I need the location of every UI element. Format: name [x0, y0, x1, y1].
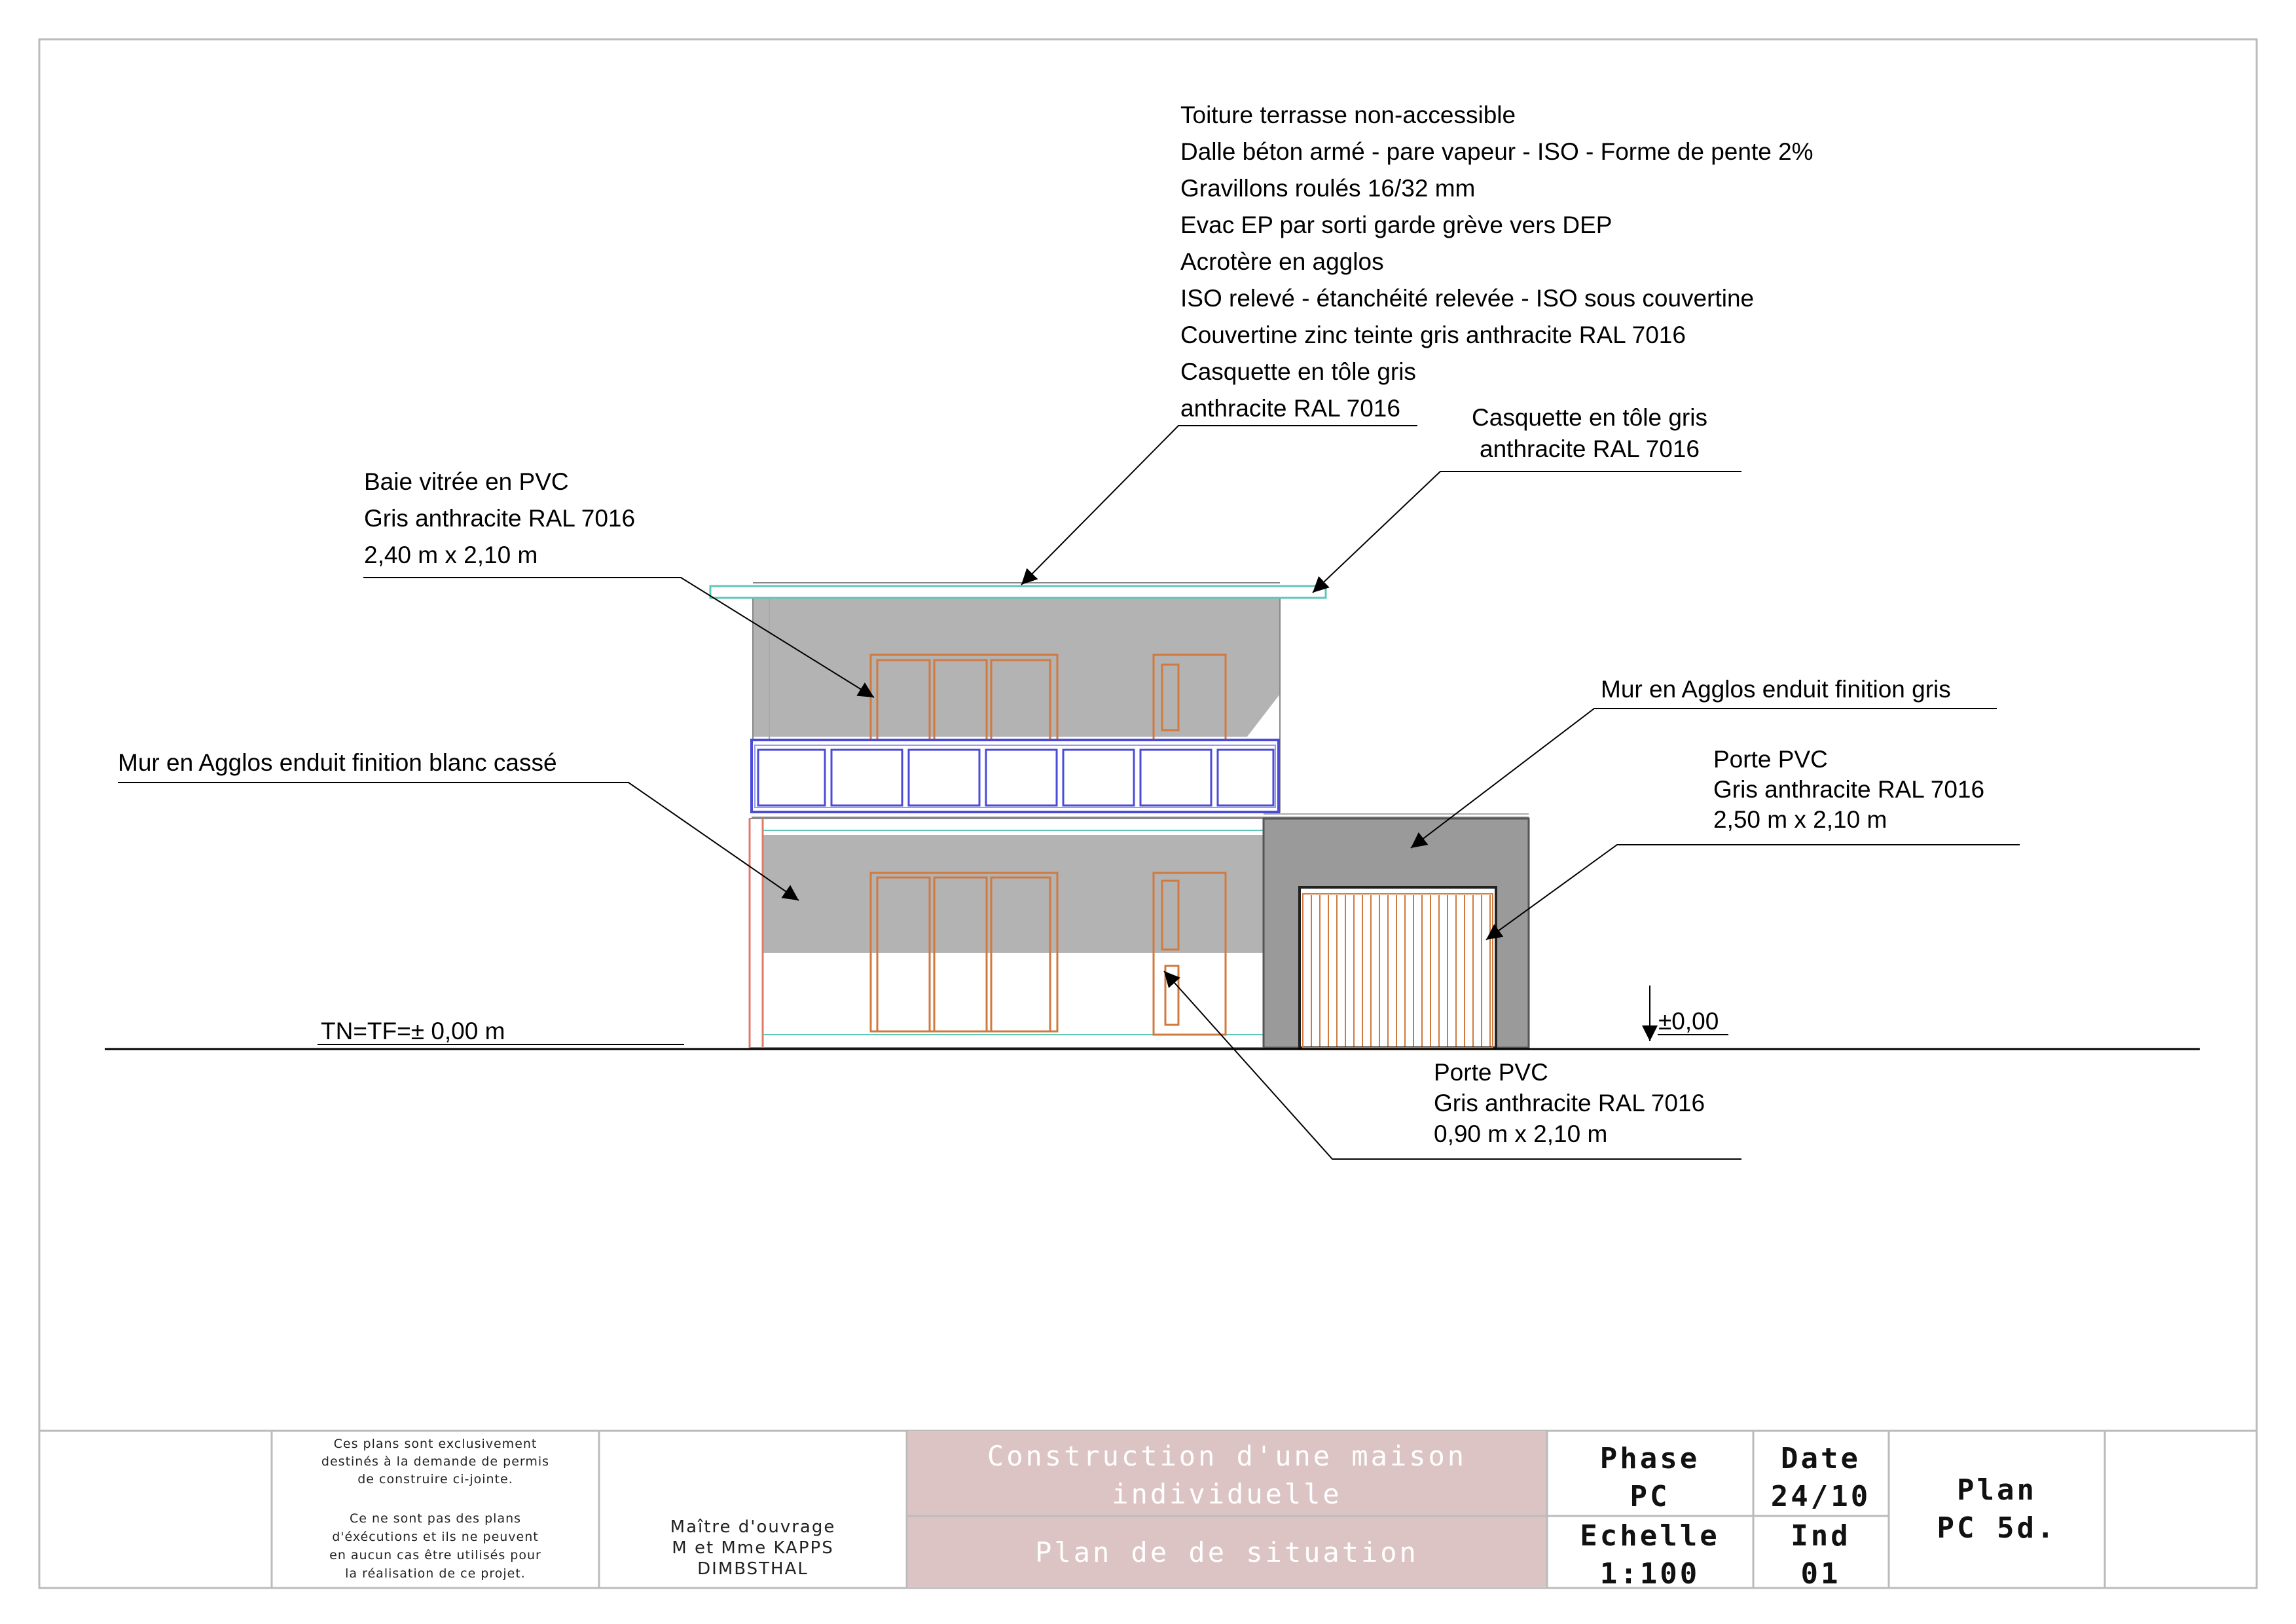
owner-line: M et Mme KAPPS [672, 1538, 834, 1558]
disclaimer-line: de construire ci-jointe. [357, 1472, 513, 1486]
date-value: 24/10 [1770, 1480, 1871, 1513]
roof-note-line: Gravillons roulés 16/32 mm [1180, 175, 1476, 202]
roof-note-line: Casquette en tôle gris [1180, 358, 1416, 385]
scale-value: 1:100 [1599, 1557, 1700, 1591]
sheet-frame [39, 39, 2257, 1588]
disclaimer [321, 1437, 549, 1581]
garage-door [1300, 887, 1496, 1048]
entry-door-note-line: Porte PVC [1434, 1059, 1548, 1086]
roof-note-line: Dalle béton armé - pare vapeur - ISO - Forme de pente 2% [1180, 138, 1813, 165]
balcony-railing [752, 740, 1279, 812]
scale-label: Echelle [1580, 1519, 1720, 1553]
date-label: Date [1781, 1442, 1861, 1475]
project-title-line: Construction d'une maison [987, 1440, 1467, 1472]
title-block [39, 1431, 2257, 1591]
ground-wall-grey [763, 835, 1264, 953]
roof-coping [710, 586, 1326, 598]
plan-label: Plan [1957, 1473, 2037, 1507]
owner-line: DIMBSTHAL [697, 1559, 809, 1579]
bay-window-note-line: Baie vitrée en PVC [364, 468, 569, 495]
phase-value: PC [1630, 1480, 1670, 1513]
garage-door-note-line: Gris anthracite RAL 7016 [1713, 776, 1985, 803]
annotation-roof [1180, 101, 1813, 422]
disclaimer-line: la réalisation de ce projet. [345, 1566, 526, 1581]
plan-number: PC 5d. [1937, 1511, 2057, 1545]
canopy-note-line: Casquette en tôle gris [1472, 404, 1707, 431]
bay-window-note-line: 2,40 m x 2,10 m [364, 542, 538, 568]
roof-note-line: Toiture terrasse non-accessible [1180, 101, 1516, 128]
annotation-wall-grey: Mur en Agglos enduit finition gris [1601, 676, 1951, 703]
roof-note-line: ISO relevé - étanchéité relevée - ISO sous couvertine [1180, 285, 1755, 312]
plan-title: Plan de de situation [1035, 1536, 1419, 1568]
roof-note-line: Couvertine zinc teinte gris anthracite RAL 7016 [1180, 322, 1686, 348]
annotation-entry-door [1434, 1059, 1705, 1147]
disclaimer-line: Ce ne sont pas des plans [349, 1511, 522, 1526]
disclaimer-line: d'éxécutions et ils ne peuvent [332, 1530, 539, 1544]
entry-door-note-line: 0,90 m x 2,10 m [1434, 1120, 1608, 1147]
level-mark-label: ±0,00 [1658, 1008, 1719, 1035]
upper-wall [753, 593, 1280, 737]
index-value: 01 [1800, 1557, 1841, 1591]
disclaimer-line: destinés à la demande de permis [321, 1454, 550, 1469]
roof-note-line: anthracite RAL 7016 [1180, 395, 1400, 422]
owner-line: Maître d'ouvrage [670, 1517, 836, 1537]
annotation-wall-white: Mur en Agglos enduit finition blanc cassé [118, 749, 557, 776]
index-label: Ind [1791, 1519, 1851, 1553]
disclaimer-line: Ces plans sont exclusivement [333, 1437, 538, 1451]
annotation-bay-window [364, 468, 635, 568]
annotation-canopy [1472, 404, 1707, 462]
roof-note-line: Evac EP par sorti garde grève vers DEP [1180, 212, 1613, 238]
bay-window-note-line: Gris anthracite RAL 7016 [364, 505, 636, 532]
owner-info [670, 1517, 836, 1579]
garage-door-note-line: 2,50 m x 2,10 m [1713, 806, 1887, 833]
roof-note-line: Acrotère en agglos [1180, 248, 1384, 275]
phase-label: Phase [1599, 1442, 1700, 1475]
entry-door-note-line: Gris anthracite RAL 7016 [1434, 1090, 1705, 1116]
disclaimer-line: en aucun cas être utilisés pour [329, 1548, 541, 1562]
project-title-line: individuelle [1112, 1478, 1342, 1510]
annotation-garage-door [1713, 746, 1984, 833]
canopy-note-line: anthracite RAL 7016 [1480, 435, 1700, 462]
garage-door-note-line: Porte PVC [1713, 746, 1828, 773]
ground-level-label: TN=TF=± 0,00 m [321, 1018, 505, 1044]
